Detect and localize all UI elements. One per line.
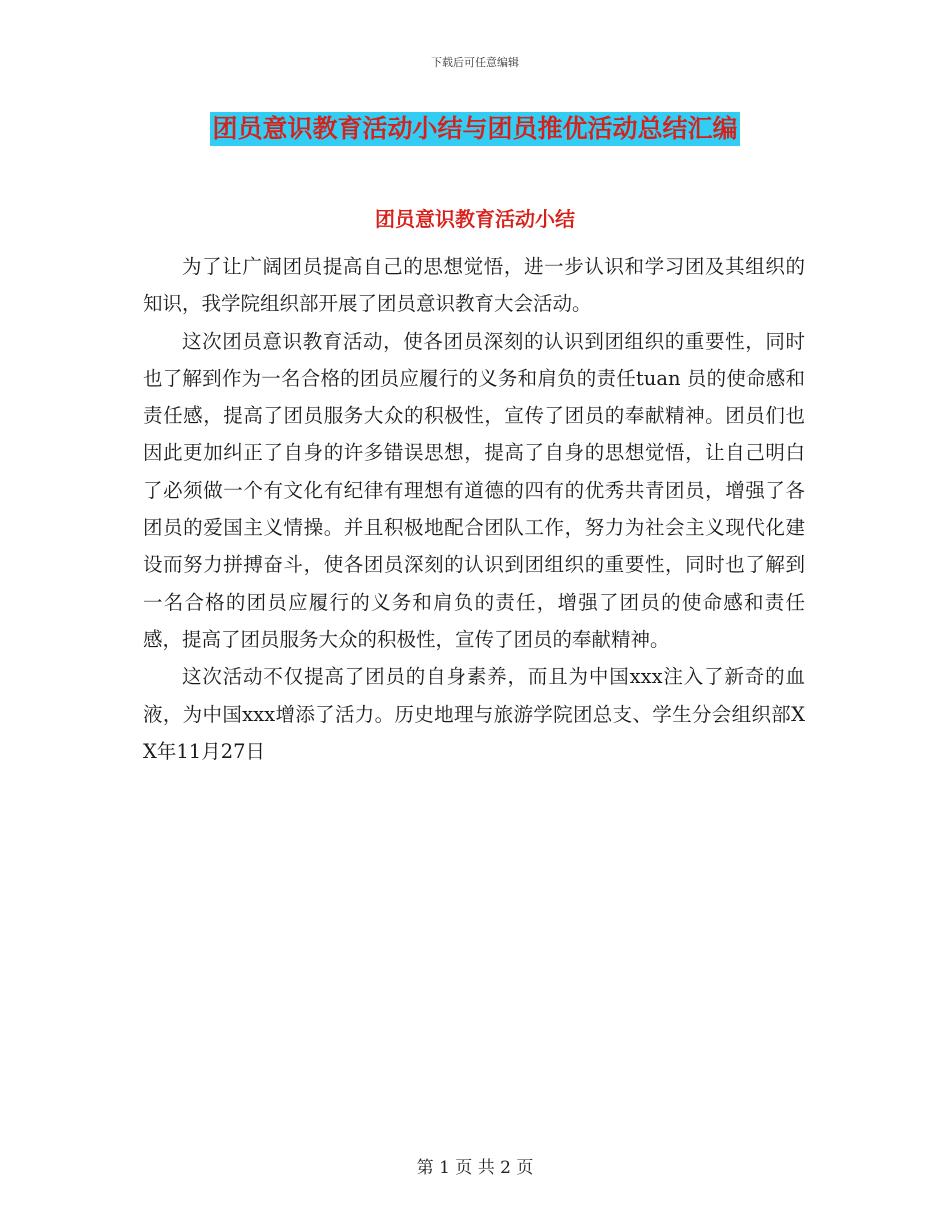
page-number-footer: 第 1 页 共 2 页 <box>416 1158 534 1178</box>
document-title-container <box>0 112 950 146</box>
section-title: 团员意识教育活动小结 <box>375 207 575 231</box>
document-title: 团员意识教育活动小结与团员推优活动总结汇编 <box>210 112 739 146</box>
paragraph-closing: 这次活动不仅提高了团员的自身素养，而且为中国xxx注入了新奇的血液，为中国xxx增添了活力。历史地理与旅游学院团总支、学生分会组织部XX年11月27日 <box>143 665 805 763</box>
paragraph-intro: 为了让广阔团员提高自己的思想觉悟，进一步认识和学习团及其组织的知识，我学院组织部开展了团员意识教育大会活动。 <box>143 255 805 316</box>
paragraph-main: 这次团员意识教育活动，使各团员深刻的认识到团组织的重要性，同时也了解到作为一名合格的团员应履行的义务和肩负的责任tuan 员的使命感和责任感，提高了团员服务大众的积极性，宣传了团员的奉献精神。团员们也因此更加纠正了自身的许多错误思想，提高了自身的思想觉悟，让自己明白了必须做一个有文化有纪律有理想有道德的四有的优秀共青团员，增强了各团员的爱国主义情操。并且积极地配合团队工作，努力为社会主义现代化建设而努力拼搏奋斗，使各团员深刻的认识到团组织的重要性，同时也了解到一名合格的团员应履行的义务和肩负的责任，增强了团员的使命感和责任感，提高了团员服务大众的积极性，宣传了团员的奉献精神。 <box>143 329 805 651</box>
header-note: 下载后可任意编辑 <box>431 56 519 69</box>
body-text <box>143 248 805 770</box>
